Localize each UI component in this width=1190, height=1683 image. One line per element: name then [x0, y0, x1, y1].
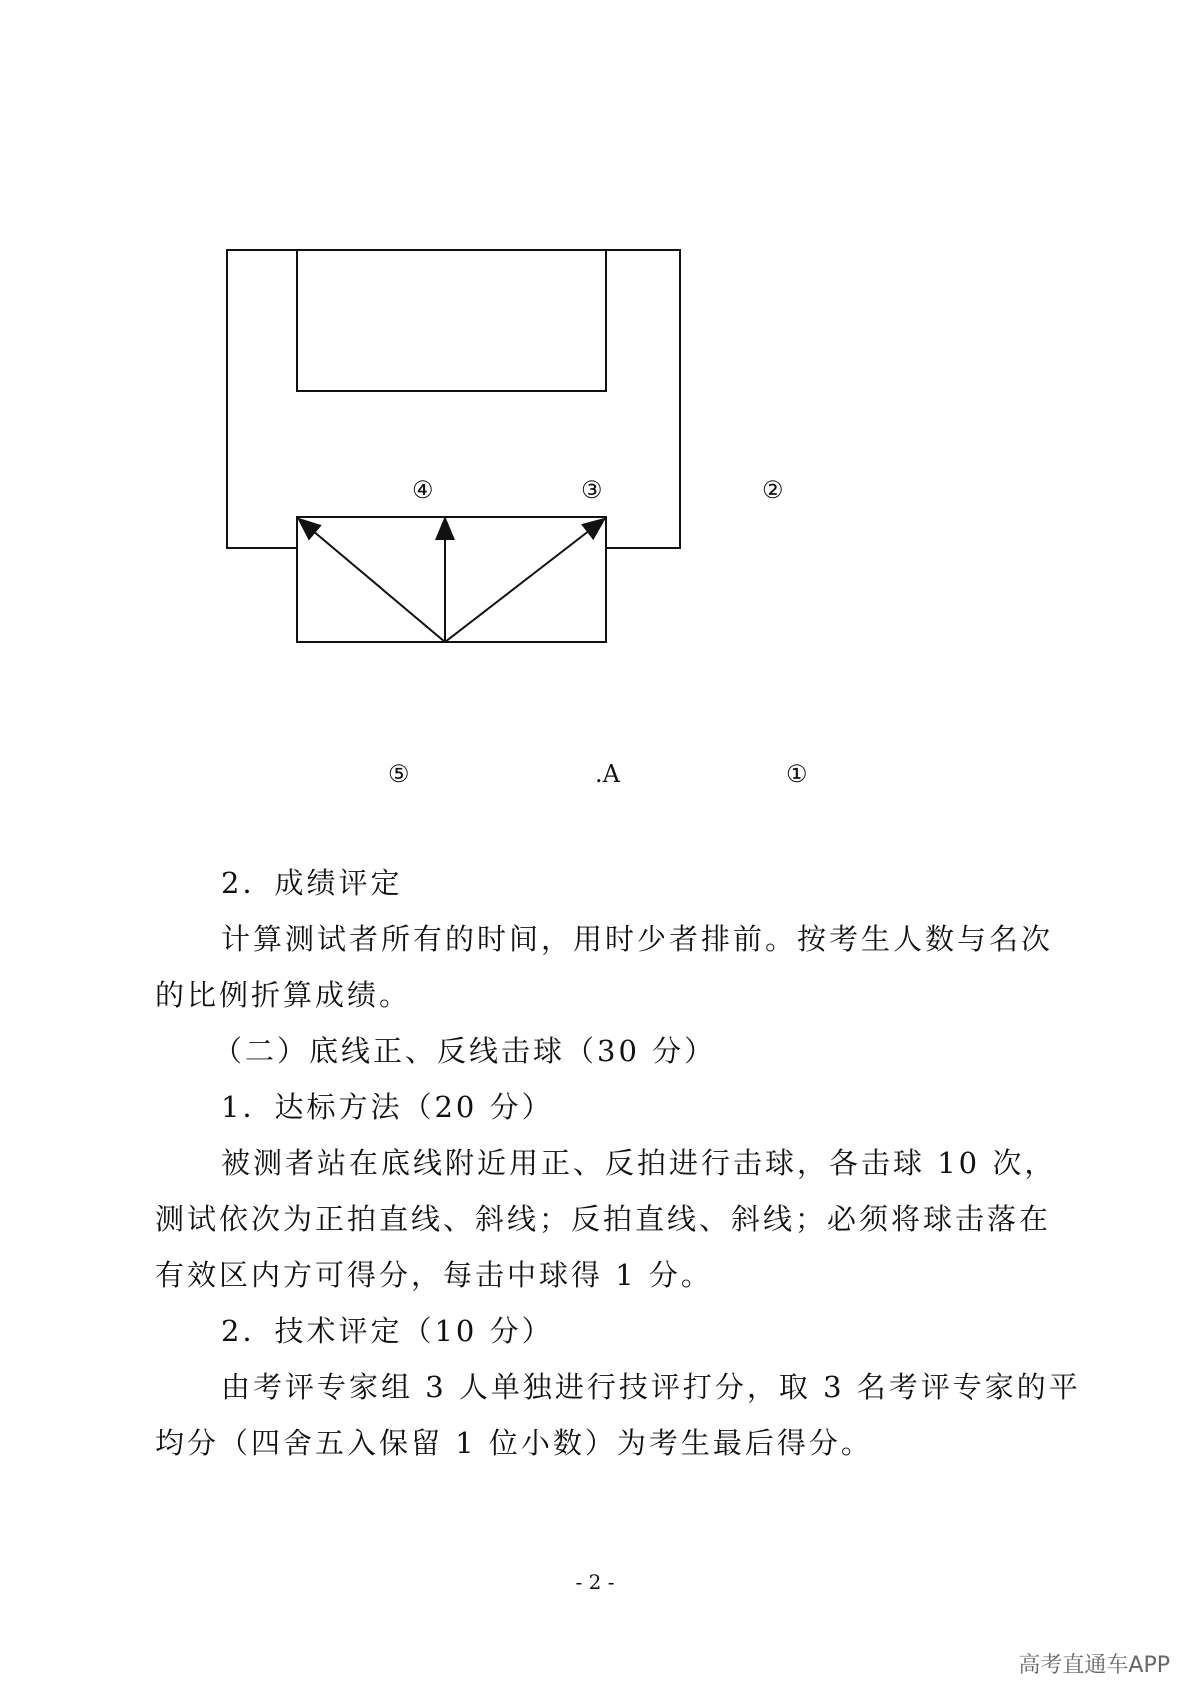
- heading-technical-evaluation: 2．技术评定（10 分）: [221, 1314, 554, 1348]
- section-heading-baseline: （二）底线正、反线击球（30 分）: [213, 1034, 717, 1068]
- marker-a: .A: [595, 760, 620, 788]
- paragraph-line: 由考评专家组 3 人单独进行技评打分，取 3 名考评专家的平: [221, 1370, 1081, 1404]
- heading-method: 1．达标方法（20 分）: [221, 1090, 554, 1124]
- marker-1: ①: [786, 760, 808, 788]
- court-diagram: [0, 0, 1190, 820]
- paragraph-line: 计算测试者所有的时间，用时少者排前。按考生人数与名次: [221, 922, 1054, 956]
- marker-2: ②: [762, 476, 784, 504]
- page-number: - 2 -: [575, 1570, 615, 1594]
- outer-boundary-line: [227, 250, 680, 548]
- court-diagram-svg: [0, 0, 1190, 820]
- paragraph-line: 的比例折算成绩。: [155, 978, 412, 1012]
- bottom-zone-rect: [297, 517, 606, 642]
- marker-5: ⑤: [388, 760, 410, 788]
- top-zone-rect: [297, 250, 606, 391]
- paragraph-line: 均分（四舍五入保留 1 位小数）为考生最后得分。: [155, 1426, 873, 1460]
- marker-4: ④: [412, 476, 434, 504]
- watermark-text: 高考直通车APP: [1018, 1653, 1170, 1678]
- document-body: [155, 855, 1081, 1471]
- heading-score-evaluation: 2．成绩评定: [221, 866, 403, 900]
- paragraph-line: 有效区内方可得分，每击中球得 1 分。: [155, 1258, 713, 1292]
- paragraph-line: 测试依次为正拍直线、斜线；反拍直线、斜线；必须将球击落在: [155, 1202, 1052, 1236]
- marker-3: ③: [581, 476, 603, 504]
- arrow-right: [445, 520, 603, 642]
- paragraph-line: 被测者站在底线附近用正、反拍进行击球，各击球 10 次，: [221, 1146, 1057, 1180]
- arrow-left: [300, 520, 445, 642]
